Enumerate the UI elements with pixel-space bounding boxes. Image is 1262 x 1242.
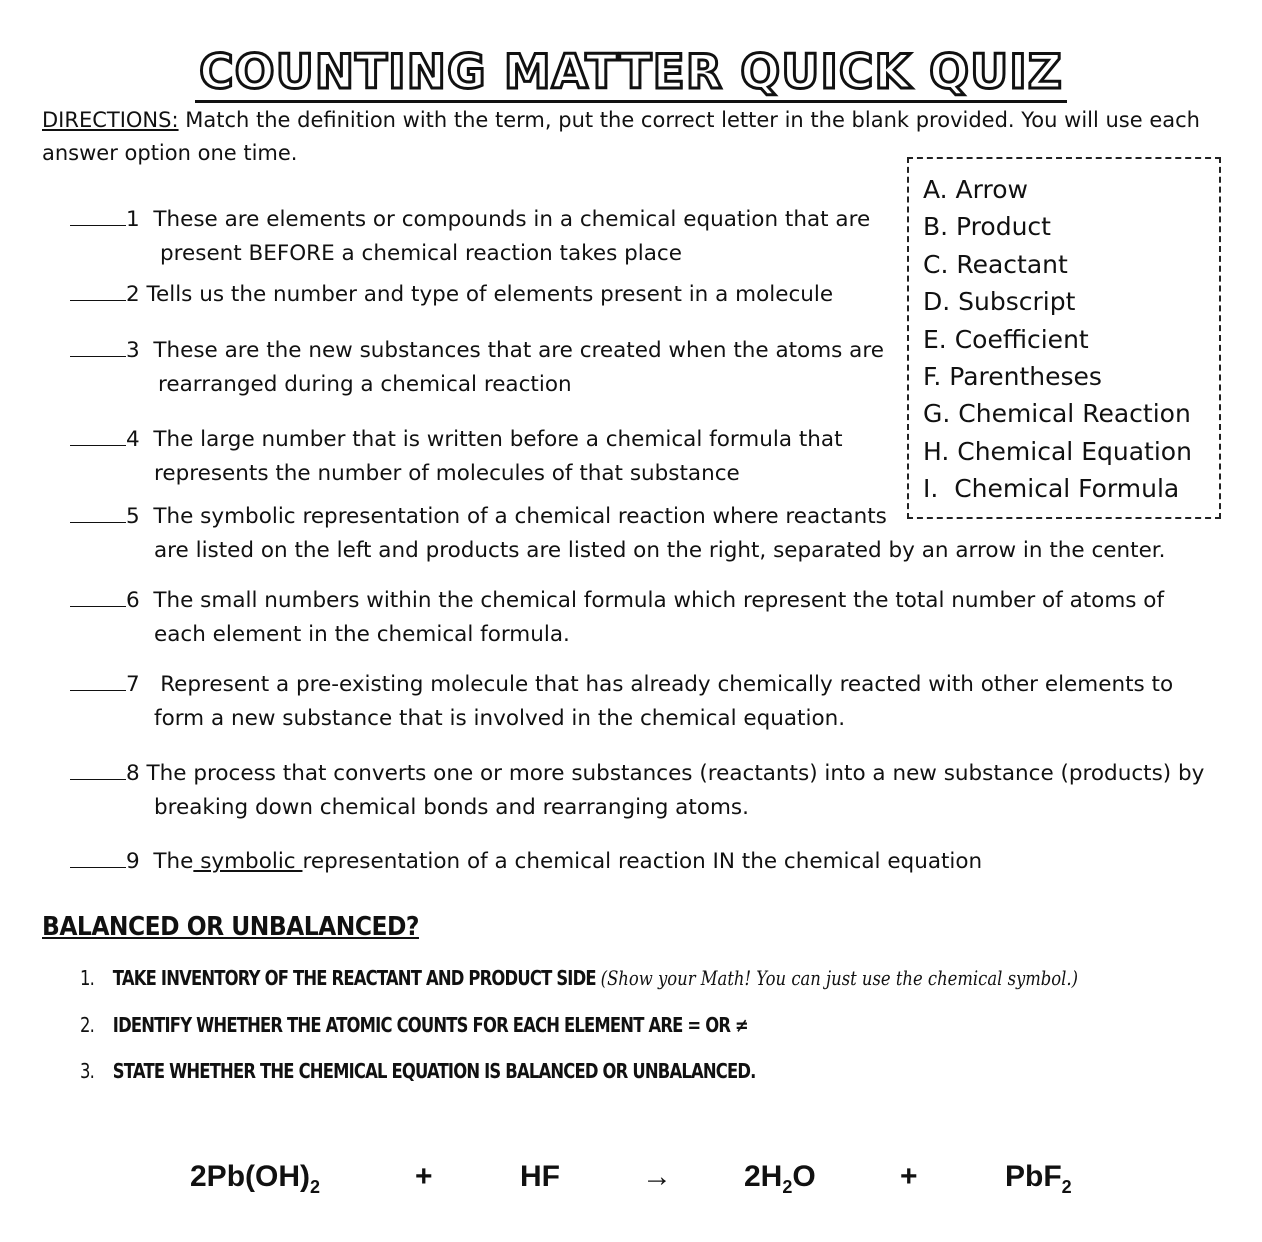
question-text: Represent a pre-existing molecule that has already chemically reacted with other elements to bbox=[160, 672, 1174, 697]
directions-text: Match the definition with the term, put the correct letter in the blank provided. You will use each answer option one time. bbox=[42, 108, 1200, 165]
term-text: 2H bbox=[744, 1160, 783, 1193]
question-text: The small numbers within the chemical formula which represent the total number of atoms of bbox=[153, 588, 1165, 613]
step-text: TAKE INVENTORY OF THE REACTANT AND PRODUCT SIDE bbox=[112, 966, 596, 990]
step-note: (Show your Math! You can just use the chemical symbol.) bbox=[600, 966, 1079, 990]
question-text: The symbolic representation of a chemical reaction where reactants bbox=[153, 504, 887, 529]
question-text: The process that converts one or more substances (reactants) into a new substance (products) by bbox=[146, 761, 1205, 786]
question-text: These are the new substances that are created when the atoms are bbox=[153, 338, 884, 363]
option-c: C. Reactant bbox=[923, 249, 1068, 279]
option-g: G. Chemical Reaction bbox=[923, 399, 1191, 429]
question-number: 9 bbox=[126, 849, 140, 874]
question-text-cont: each element in the chemical formula. bbox=[154, 621, 570, 647]
answer-blank-6[interactable] bbox=[70, 588, 126, 607]
option-h: H. Chemical Equation bbox=[923, 436, 1192, 466]
answer-blank-5[interactable] bbox=[70, 504, 126, 523]
option-i: I. Chemical Formula bbox=[923, 474, 1180, 504]
option-d: D. Subscript bbox=[923, 287, 1076, 317]
equation-term-2: HF bbox=[520, 1160, 560, 1193]
question-9 bbox=[70, 845, 982, 879]
page-title bbox=[0, 45, 1262, 100]
question-number: 7 bbox=[126, 672, 140, 697]
directions-label: DIRECTIONS: bbox=[42, 108, 179, 132]
question-text: The large number that is written before a chemical formula that bbox=[153, 427, 843, 452]
equation-plus-2: + bbox=[900, 1160, 918, 1193]
answer-blank-2[interactable] bbox=[70, 282, 126, 301]
step-3 bbox=[80, 1059, 756, 1083]
question-number: 8 bbox=[126, 761, 140, 786]
option-b: B. Product bbox=[923, 212, 1051, 242]
term-text: 2Pb(OH) bbox=[190, 1160, 310, 1193]
question-1 bbox=[70, 203, 870, 270]
question-number: 3 bbox=[126, 338, 140, 363]
question-text: Tells us the number and type of elements present in a molecule bbox=[146, 282, 834, 307]
question-number: 1 bbox=[126, 207, 140, 232]
answer-blank-7[interactable] bbox=[70, 672, 126, 691]
step-1 bbox=[80, 966, 1078, 990]
answer-options-box bbox=[907, 157, 1221, 519]
step-number: 2. bbox=[80, 1013, 95, 1037]
question-text-cont: present BEFORE a chemical reaction takes place bbox=[160, 240, 682, 266]
term-subscript: 2 bbox=[310, 1177, 321, 1197]
answer-blank-3[interactable] bbox=[70, 338, 126, 357]
question-2 bbox=[70, 278, 833, 312]
question-number: 6 bbox=[126, 588, 140, 613]
term-subscript: 2 bbox=[1061, 1177, 1072, 1197]
term-subscript: 2 bbox=[782, 1177, 793, 1197]
question-text: The bbox=[153, 849, 194, 874]
option-a: A. Arrow bbox=[923, 175, 1028, 204]
question-text-cont: represents the number of molecules of that substance bbox=[154, 460, 740, 486]
step-2 bbox=[80, 1013, 748, 1037]
question-text-cont: form a new substance that is involved in the chemical equation. bbox=[154, 705, 846, 731]
question-3 bbox=[70, 334, 884, 401]
answer-blank-9[interactable] bbox=[70, 849, 126, 868]
term-text-end: O bbox=[792, 1160, 816, 1193]
section-title: BALANCED OR UNBALANCED? bbox=[42, 912, 419, 942]
step-number: 3. bbox=[80, 1059, 95, 1083]
question-7 bbox=[70, 668, 1173, 735]
question-number: 5 bbox=[126, 504, 140, 529]
step-text: IDENTIFY WHETHER THE ATOMIC COUNTS FOR EACH ELEMENT ARE = OR ≠ bbox=[112, 1013, 748, 1037]
answer-blank-8[interactable] bbox=[70, 761, 126, 780]
equation-term-1 bbox=[190, 1160, 320, 1198]
question-number: 2 bbox=[126, 282, 140, 307]
equation-term-4 bbox=[1005, 1160, 1072, 1198]
question-text-rest: representation of a chemical reaction IN the chemical equation bbox=[302, 849, 983, 874]
equation-arrow: → bbox=[642, 1160, 672, 1193]
question-text-underlined: symbolic bbox=[193, 849, 303, 874]
question-text-cont: breaking down chemical bonds and rearranging atoms. bbox=[154, 794, 749, 820]
option-f: F. Parentheses bbox=[923, 362, 1102, 392]
question-6 bbox=[70, 584, 1164, 651]
equation-term-3 bbox=[744, 1160, 816, 1198]
answer-blank-4[interactable] bbox=[70, 427, 126, 446]
equation-plus-1: + bbox=[415, 1160, 433, 1193]
question-text-cont: rearranged during a chemical reaction bbox=[158, 371, 572, 397]
option-e: E. Coefficient bbox=[923, 324, 1089, 354]
question-text-cont: are listed on the left and products are listed on the right, separated by an arrow in the center. bbox=[154, 537, 1166, 563]
answer-blank-1[interactable] bbox=[70, 207, 126, 226]
question-4 bbox=[70, 423, 843, 490]
step-text: STATE WHETHER THE CHEMICAL EQUATION IS BALANCED OR UNBALANCED. bbox=[112, 1059, 756, 1083]
question-8 bbox=[70, 757, 1204, 824]
step-number: 1. bbox=[80, 966, 95, 990]
term-text: PbF bbox=[1005, 1160, 1062, 1193]
question-text: These are elements or compounds in a chemical equation that are bbox=[153, 207, 871, 232]
title-text: COUNTING MATTER QUICK QUIZ bbox=[195, 45, 1067, 103]
question-number: 4 bbox=[126, 427, 140, 452]
question-5 bbox=[70, 500, 1166, 567]
